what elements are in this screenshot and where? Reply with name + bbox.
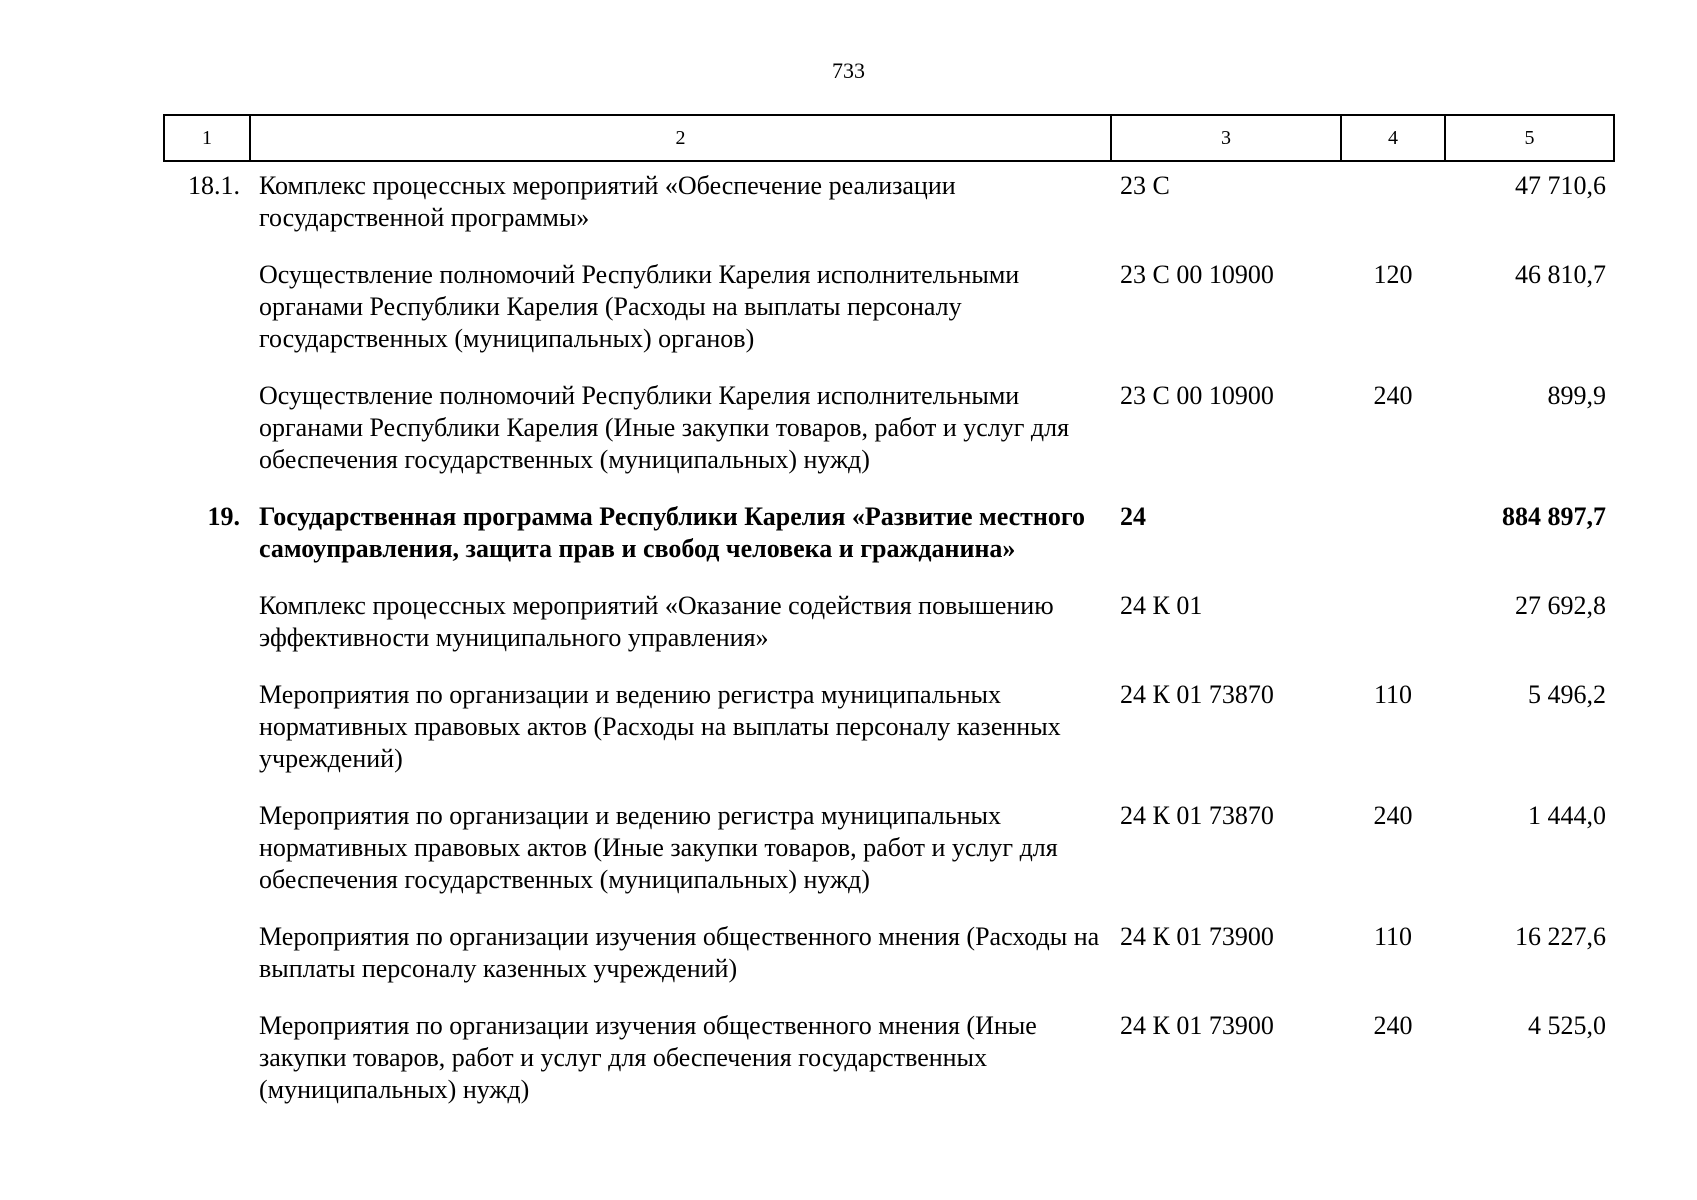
row-number: 19. (207, 502, 240, 531)
row-expense-type (1341, 161, 1445, 249)
row-code: 24 К 01 73870 (1120, 801, 1274, 830)
column-header-3: 3 (1111, 115, 1341, 161)
row-expense-type: 120 (1373, 260, 1413, 289)
row-number (164, 669, 250, 790)
row-code: 24 К 01 73900 (1120, 1011, 1274, 1040)
row-number (164, 249, 250, 370)
row-code: 23 С (1120, 171, 1170, 200)
row-name: Комплекс процессных мероприятий «Оказание содействия повышению эффективности муниципального управления» (259, 591, 1054, 652)
page-number: 733 (832, 58, 865, 83)
header-row (164, 115, 1614, 161)
table-row (164, 669, 1614, 790)
row-amount: 47 710,6 (1515, 171, 1606, 200)
row-amount: 1 444,0 (1528, 801, 1606, 830)
row-code: 24 К 01 73870 (1120, 680, 1274, 709)
row-code: 24 К 01 (1120, 591, 1203, 620)
row-number: 18.1. (188, 171, 240, 200)
table-header (164, 115, 1614, 161)
table-row (164, 911, 1614, 1000)
row-name: Мероприятия по организации изучения общественного мнения (Расходы на выплаты персоналу казенных учреждений) (259, 922, 1100, 983)
table-row (164, 161, 1614, 249)
row-expense-type (1341, 491, 1445, 580)
row-amount: 16 227,6 (1515, 922, 1606, 951)
row-code: 24 К 01 73900 (1120, 922, 1274, 951)
row-name: Осуществление полномочий Республики Карелия исполнительными органами Республики Карелия (Расходы на выплаты персоналу государственных (муниципальных) органов) (259, 260, 1020, 353)
row-number (164, 580, 250, 669)
row-number (164, 370, 250, 491)
row-expense-type (1341, 580, 1445, 669)
table-body (164, 161, 1614, 1121)
row-name: Государственная программа Республики Карелия «Развитие местного самоуправления, защита прав и свобод человека и гражданина» (259, 502, 1086, 563)
row-name: Мероприятия по организации и ведению регистра муниципальных нормативных правовых актов (Расходы на выплаты персоналу казенных учреждений) (259, 680, 1061, 773)
row-expense-type: 110 (1373, 680, 1413, 709)
row-number (164, 911, 250, 1000)
row-expense-type: 240 (1373, 801, 1413, 830)
row-expense-type: 240 (1373, 381, 1413, 410)
table-row (164, 1000, 1614, 1121)
column-header-1: 1 (164, 115, 250, 161)
row-amount: 884 897,7 (1502, 502, 1606, 531)
row-name: Осуществление полномочий Республики Карелия исполнительными органами Республики Карелия (Иные закупки товаров, работ и услуг для обеспечения государственных (муниципальных) нужд) (259, 381, 1070, 474)
row-number (164, 1000, 250, 1121)
row-code: 24 (1120, 502, 1146, 531)
row-amount: 46 810,7 (1515, 260, 1606, 289)
column-header-2: 2 (250, 115, 1111, 161)
row-expense-type: 240 (1373, 1011, 1413, 1040)
table-row (164, 580, 1614, 669)
column-header-5: 5 (1445, 115, 1614, 161)
column-header-4: 4 (1341, 115, 1445, 161)
table-row (164, 370, 1614, 491)
row-code: 23 С 00 10900 (1120, 260, 1274, 289)
row-name: Мероприятия по организации изучения общественного мнения (Иные закупки товаров, работ и услуг для обеспечения государственных (муниципальных) нужд) (259, 1011, 1037, 1104)
row-name: Комплекс процессных мероприятий «Обеспечение реализации государственной программы» (259, 171, 956, 232)
table-row (164, 491, 1614, 580)
row-code: 23 С 00 10900 (1120, 381, 1274, 410)
row-amount: 4 525,0 (1528, 1011, 1606, 1040)
row-expense-type: 110 (1373, 922, 1413, 951)
row-number (164, 790, 250, 911)
budget-table (163, 114, 1615, 1121)
row-amount: 5 496,2 (1528, 680, 1606, 709)
table-row (164, 249, 1614, 370)
table-row (164, 790, 1614, 911)
row-name: Мероприятия по организации и ведению регистра муниципальных нормативных правовых актов (Иные закупки товаров, работ и услуг для обеспечения государственных (муниципальных) нужд) (259, 801, 1058, 894)
row-amount: 899,9 (1547, 381, 1606, 410)
row-amount: 27 692,8 (1515, 591, 1606, 620)
